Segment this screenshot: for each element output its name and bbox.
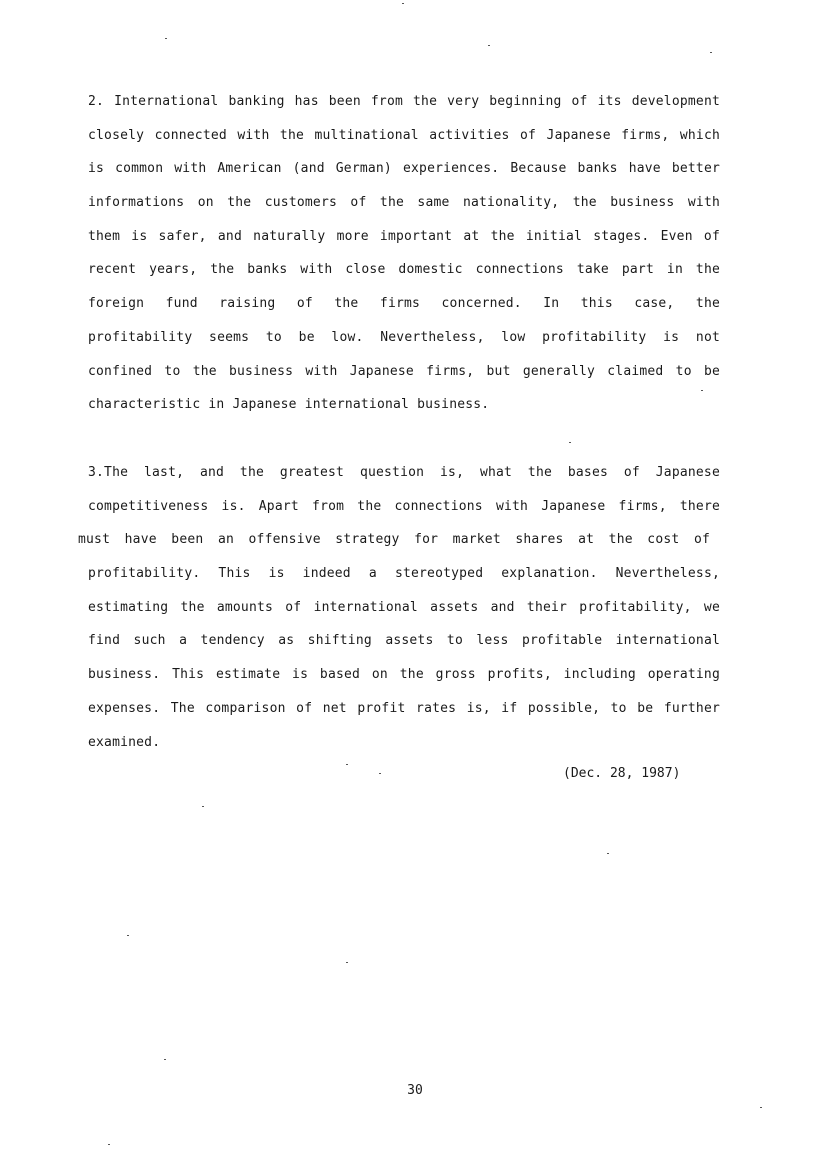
document-date: (Dec. 28, 1987)	[563, 766, 681, 781]
text-line: foreign fund raising of the firms concerned. In this case, the	[88, 296, 720, 312]
scan-speck	[402, 3, 404, 4]
text-line: characteristic in Japanese international business.	[88, 397, 490, 413]
text-line: them is safer, and naturally more important at the initial stages. Even of	[88, 228, 720, 244]
text-line: estimating the amounts of international assets and their profitability, we	[88, 599, 720, 615]
text-line: examined.	[88, 734, 161, 750]
text-line: profitability. This is indeed a stereotyped explanation. Nevertheless,	[88, 566, 720, 582]
text-line: informations on the customers of the same nationality, the business with	[88, 195, 720, 211]
text-line: must have been an offensive strategy for market shares at the cost of	[78, 532, 710, 548]
scan-speck	[108, 1144, 110, 1145]
page-number: 30	[407, 1083, 423, 1098]
scan-speck	[346, 962, 348, 963]
text-line: competitiveness is. Apart from the connections with Japanese firms, there	[88, 498, 720, 514]
text-line: business. This estimate is based on the gross profits, including operating	[88, 667, 720, 683]
scan-speck	[165, 38, 167, 39]
scan-speck	[202, 806, 204, 807]
scan-speck	[488, 45, 490, 46]
text-line: profitability seems to be low. Nevertheless, low profitability is not	[88, 329, 720, 345]
text-line: closely connected with the multinational activities of Japanese firms, which	[88, 127, 720, 143]
text-line: find such a tendency as shifting assets to less profitable international	[88, 633, 720, 649]
scan-speck	[760, 1107, 762, 1108]
text-line: 3.The last, and the greatest question is, what the bases of Japanese	[88, 465, 720, 480]
text-line: is common with American (and German) experiences. Because banks have better	[88, 161, 720, 177]
paragraph-3	[78, 456, 720, 759]
scan-speck	[379, 773, 381, 774]
scan-speck	[127, 935, 129, 936]
text-line: confined to the business with Japanese firms, but generally claimed to be	[88, 363, 720, 379]
scan-speck	[569, 442, 571, 443]
scan-speck	[701, 390, 703, 391]
scan-speck	[164, 1059, 166, 1060]
text-line: recent years, the banks with close domestic connections take part in the	[88, 262, 720, 278]
paragraph-2	[88, 85, 720, 422]
text-line: expenses. The comparison of net profit rates is, if possible, to be further	[88, 700, 720, 716]
scan-speck	[710, 52, 712, 53]
text-line: 2. International banking has been from the very beginning of its development	[88, 94, 720, 109]
scan-speck	[607, 853, 609, 854]
scan-speck	[346, 764, 348, 765]
